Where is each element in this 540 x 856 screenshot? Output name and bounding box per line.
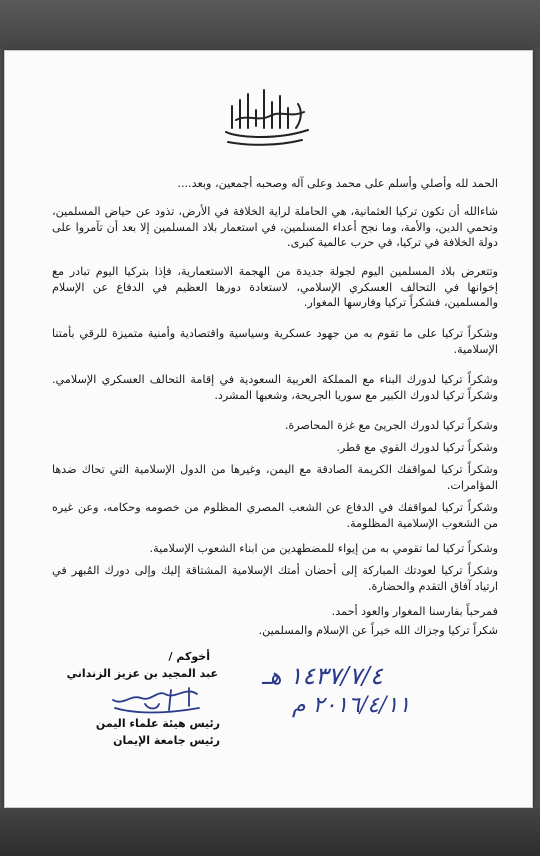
paragraph-5: وشكراً تركيا لدورك الجريئ مع غزة المحاصرة.: [284, 419, 498, 432]
paragraph-1: شاءالله أن تكون تركيا العثمانية، هي الحاملة لراية الخلافة في الأرض، تذود عن حياض المسلمين، وتحمي الدين، والأمة، وما نجح أعداء المسلمين، في استعمار بلاد المسلمين إلا بعد أن تآمروا على دولة الخلافة في تركيا، في حرب عالمية كبرى.: [52, 205, 498, 250]
photo-background-top: [0, 0, 540, 48]
basmala-calligraphy: [218, 80, 316, 148]
signature-name: عبد المجيد بن عزيز الزنداني: [66, 667, 218, 680]
paragraph-8: وشكراً تركيا لمواقفك في الدفاع عن الشعب المصري المظلوم من خصومه وحكامه، وعن غيره من الشعوب الإسلامية المظلومة.: [52, 501, 498, 530]
signature-salutation: أخوكم /: [168, 650, 210, 663]
paragraph-6: وشكراً تركيا لدورك القوي مع قطر.: [336, 441, 498, 454]
paragraph-4: وشكراً تركيا لدورك البناء مع المملكة العربية السعودية في إقامة التحالف العسكري الإسلامي. وشكراً تركيا لدورك الكبير مع سوريا الجريحة، وشعبها المشرد.: [52, 373, 498, 402]
greeting-line: الحمد لله وأصلي وأسلم على محمد وعلى آله وصحبه أجمعين، وبعد....: [177, 177, 498, 190]
paragraph-7: وشكراً تركيا لمواقفك الكريمة الصادقة مع اليمن، وغيرها من الدول الإسلامية التي تحاك ضدها المؤامرات.: [52, 463, 498, 492]
paragraph-10: وشكراً تركيا لعودتك المباركة إلى أحضان أمتك الإسلامية المشتاقة إليك وإلى دورك المُبهر في ارتياد آفاق التقدم والحضارة.: [52, 564, 498, 593]
gregorian-date: ٢٠١٦/٤/١١ م: [292, 693, 411, 718]
hijri-date: ١٤٣٧/٧/٤ هـ: [262, 662, 383, 690]
signature-title-2: رئيس جامعة الإيمان: [113, 734, 220, 747]
photo-background-bottom: [0, 808, 540, 856]
signature-title-1: رئيس هيئة علماء اليمن: [95, 717, 220, 730]
paragraph-2: وتتعرض بلاد المسلمين اليوم لجولة جديدة من الهجمة الاستعمارية، فإذا بتركيا اليوم تبادر مع إخوانها في التحالف العسكري الإسلامي، لاستعادة دورها العظيم في الدفاع عن الإسلام والمسلمين، فشكراً تركيا وفارسها المغوار.: [52, 265, 498, 310]
paragraph-11: فمرحباً بفارسنا المغوار والعود أحمد.: [331, 605, 498, 618]
handwritten-signature: [105, 680, 205, 720]
paragraph-9: وشكراً تركيا لما تقومي به من إيواء للمضطهدين من ابناء الشعوب الإسلامية.: [149, 542, 498, 555]
paragraph-12: شكراً تركيا وجزاك الله خيراً عن الإسلام والمسلمين.: [258, 624, 498, 637]
paragraph-3: وشكراً تركيا على ما تقوم به من جهود عسكرية وسياسية واقتصادية وأمنية متميزة للرقي بأمتنا الإسلامية.: [52, 327, 498, 356]
